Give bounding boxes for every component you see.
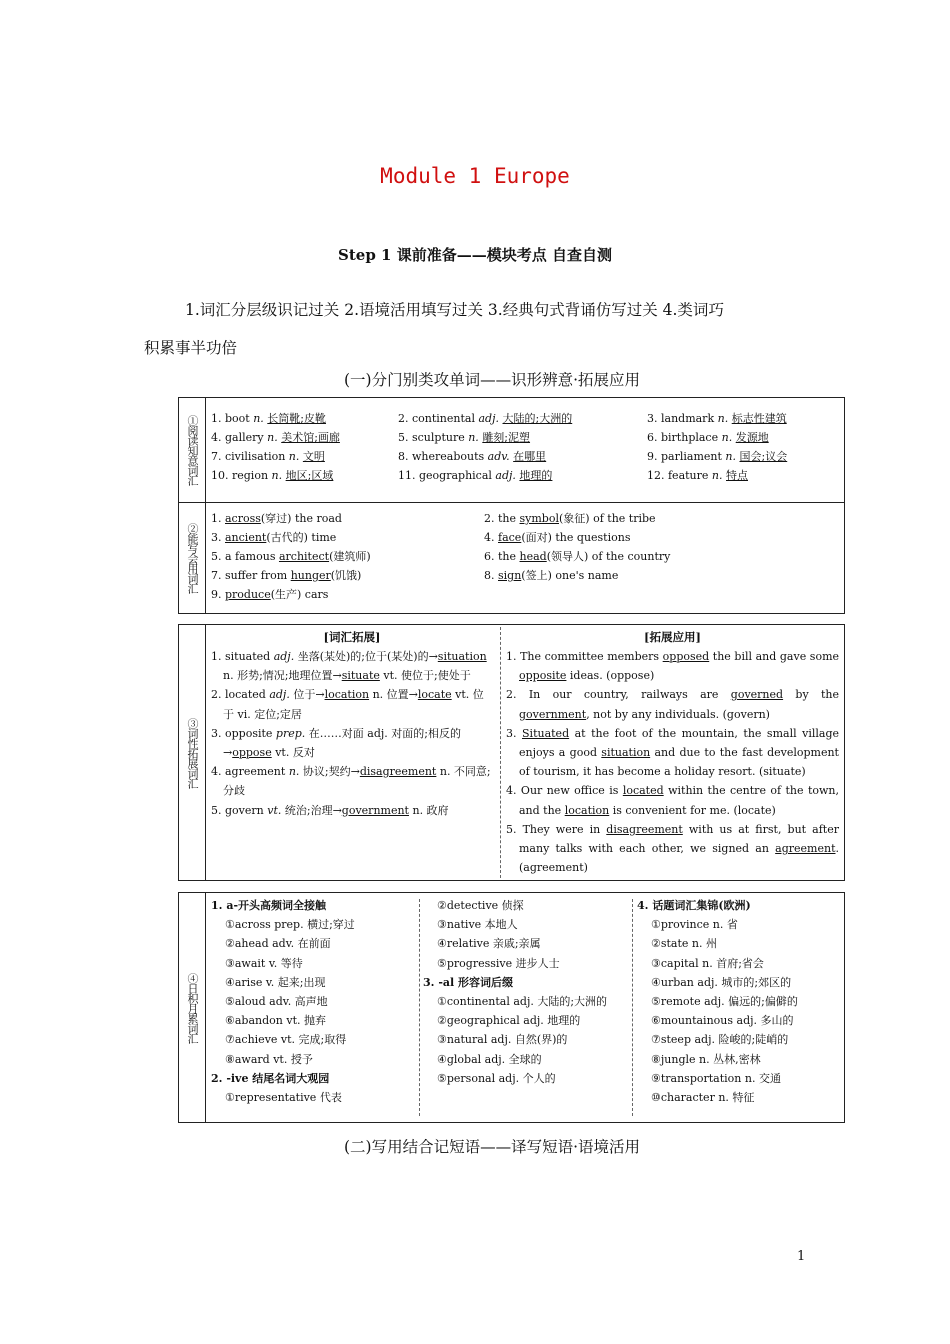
phrase-suffix: (饥饿) <box>330 569 362 582</box>
accumulation-item: ⑦steep adj. 险峻的;陡峭的 <box>651 1033 789 1047</box>
vocab-meaning: 长筒靴;皮靴 <box>267 412 327 425</box>
vocab-word: 9. parliament <box>647 450 726 463</box>
application-header: [拓展应用] <box>644 630 701 644</box>
phrase-prefix: 8. <box>484 569 498 582</box>
phrase-prefix: 5. a famous <box>211 550 279 563</box>
part-of-speech: n. <box>253 412 264 425</box>
vocab-answer: hunger <box>290 569 331 582</box>
writing-vocab-item <box>484 531 630 545</box>
phrase-prefix: 1. <box>211 512 225 525</box>
part-of-speech: n. <box>725 450 736 463</box>
app-text: within the centre of the town, and the <box>519 784 839 817</box>
column-divider <box>500 627 501 878</box>
ext-text: 统治;治理→ <box>281 803 342 817</box>
accumulation-item: ⑧award vt. 授予 <box>225 1052 313 1066</box>
accumulation-item: ③capital n. 首府;省会 <box>651 956 764 970</box>
reading-vocab-item <box>211 469 333 483</box>
accumulation-item: ②detective 侦探 <box>437 899 524 912</box>
app-answer: disagreement <box>606 822 683 836</box>
ext-text: 在……对面 adj. 对面的;相反的→ <box>223 726 461 760</box>
reading-vocab-item <box>211 450 325 464</box>
writing-vocab-row <box>179 502 844 613</box>
app-answer: located <box>622 784 664 798</box>
accumulation-item: ④urban adj. 城市的;郊区的 <box>651 975 792 989</box>
accumulation-item: ①continental adj. 大陆的;大洲的 <box>437 995 608 1009</box>
ext-text: 位于→ <box>289 688 325 702</box>
intro-line-1: 1.词汇分层级识记过关 2.语境活用填写过关 3.经典句式背诵仿写过关 4.类词巧 <box>185 301 724 319</box>
vocab-meaning: 特点 <box>726 469 748 482</box>
vocab-word: 6. birthplace <box>647 431 722 444</box>
writing-vocab-item <box>484 550 670 564</box>
column-divider-2 <box>632 899 633 1116</box>
extension-item <box>211 762 493 800</box>
accumulation-column-3 <box>637 896 842 1107</box>
accumulation-item: ③await v. 等待 <box>225 956 303 970</box>
ext-text: n. 政府 <box>408 803 449 817</box>
writing-vocab-item <box>211 569 361 583</box>
app-text: with us at first, but after many talks with each other, we signed an <box>519 822 839 856</box>
extension-vocab-label: ③词性拓展词汇 <box>179 625 206 880</box>
accumulation-item: ①representative 代表 <box>225 1091 342 1105</box>
part-of-speech: n. <box>721 431 733 444</box>
vocab-meaning: 发源地 <box>735 431 769 444</box>
vocab-answer: ancient <box>225 531 267 544</box>
application-item <box>506 724 839 782</box>
ext-answer: location <box>324 688 370 702</box>
part-of-speech: n. <box>717 412 729 425</box>
app-text: 1. The committee members <box>506 650 663 663</box>
phrase-suffix: (建筑师) <box>329 550 371 563</box>
phrase-prefix: 7. suffer from <box>211 569 291 582</box>
app-text: at the foot of the mountain, the small village enjoys a good <box>519 726 839 760</box>
phrase-prefix: 6. the <box>484 550 520 563</box>
vocab-meaning: 国会;议会 <box>739 450 788 463</box>
reading-vocab-label: ①阅读知意词汇 <box>179 398 206 502</box>
ext-text: 协议;契约→ <box>299 765 360 779</box>
app-text: by the <box>783 688 840 702</box>
phrase-suffix: (生产) cars <box>270 588 329 601</box>
vocab-word: 2. continental <box>398 412 479 425</box>
part-of-speech: adv. <box>487 450 510 463</box>
intro-line-2: 积累事半功倍 <box>144 339 238 357</box>
app-text: 4. Our new office is <box>506 784 623 798</box>
ext-word: 4. agreement <box>211 765 289 779</box>
writing-vocab-item <box>211 550 371 564</box>
group-title-2: 2. -ive 结尾名词大观园 <box>211 1071 330 1085</box>
vocab-word: 4. gallery <box>211 431 268 444</box>
part-of-speech: n. <box>267 431 278 444</box>
part-of-speech: n. <box>288 450 300 463</box>
reading-vocab-item <box>647 450 787 464</box>
writing-vocab-item <box>484 569 618 583</box>
phrase-suffix: (签上) one's name <box>521 569 619 582</box>
ext-answer: situation <box>437 650 487 663</box>
extension-item <box>211 724 493 762</box>
vocab-word: 10. region <box>211 469 272 482</box>
part-of-speech: prep. <box>275 726 306 740</box>
vocab-meaning: 大陆的;大洲的 <box>502 412 573 425</box>
document-title: Module 1 Europe <box>380 164 570 188</box>
vocab-meaning: 在哪里 <box>513 450 547 463</box>
section-heading-1: (一)分门别类攻单词——识形辨意·拓展应用 <box>343 371 641 389</box>
accumulation-item: ③natural adj. 自然(界)的 <box>437 1033 568 1047</box>
vocab-answer: across <box>225 512 261 525</box>
phrase-suffix: (穿过) the road <box>260 512 342 525</box>
reading-vocab-item <box>398 450 546 464</box>
vocab-answer: symbol <box>519 512 559 525</box>
ext-word: 3. opposite <box>211 726 276 740</box>
extension-item <box>211 685 493 723</box>
part-of-speech: n. <box>288 765 300 779</box>
ext-answer: disagreement <box>359 765 437 779</box>
app-text: , not by any individuals. (govern) <box>586 707 770 721</box>
part-of-speech: adj. <box>478 412 499 425</box>
vocab-box-2 <box>178 624 845 881</box>
phrase-prefix: 2. the <box>484 512 520 525</box>
ext-text: vt. 反对 <box>271 746 315 760</box>
extension-header: [词汇拓展] <box>323 630 381 644</box>
group-title-4: 4. 话题词汇集锦(欧洲) <box>637 899 751 912</box>
reading-vocab-item <box>647 412 787 426</box>
reading-vocab-item <box>647 431 769 445</box>
group-title-1: 1. a-开头高频词全接触 <box>211 899 327 912</box>
accumulation-item: ③native 本地人 <box>437 918 518 932</box>
application-item <box>506 781 839 819</box>
vocab-meaning: 标志性建筑 <box>731 412 787 425</box>
accumulation-item: ②ahead adv. 在前面 <box>225 937 331 951</box>
vocab-meaning: 文明 <box>302 450 325 463</box>
accumulation-item: ②geographical adj. 地理的 <box>437 1014 581 1028</box>
step-heading: Step 1 课前准备——模块考点 自查自测 <box>338 246 612 264</box>
phrase-prefix: 3. <box>211 531 225 544</box>
accumulation-item: ⑤progressive 进步人士 <box>437 956 560 970</box>
vocab-word: 5. sculpture <box>398 431 469 444</box>
phrase-prefix: 4. <box>484 531 498 544</box>
writing-vocab-item <box>211 588 328 602</box>
column-divider-1 <box>419 899 420 1116</box>
part-of-speech: n. <box>468 431 479 444</box>
application-column <box>506 628 839 877</box>
vocab-answer: head <box>519 550 547 563</box>
ext-text: n. 形势;情况;地理位置→ <box>223 669 342 683</box>
accumulation-item: ⑧jungle n. 丛林,密林 <box>651 1052 761 1066</box>
reading-vocab-item <box>398 431 530 445</box>
group-title-3: 3. -al 形容词后缀 <box>423 975 514 989</box>
ext-text: n. 位置→ <box>369 688 418 702</box>
ext-text: 坐落(某处)的;位于(某处)的→ <box>294 650 438 663</box>
app-text: is convenient for me. (locate) <box>609 803 776 817</box>
ext-text: n. 不同意;分歧 <box>223 765 491 798</box>
reading-vocab-item <box>211 412 326 426</box>
reading-vocab-row <box>179 398 844 503</box>
accumulation-item: ④relative 亲戚;亲属 <box>437 937 541 951</box>
extension-item <box>211 647 493 685</box>
app-text: . (agreement) <box>519 842 839 875</box>
ext-word: 2. located <box>211 688 270 702</box>
vocab-word: 12. feature <box>647 469 712 482</box>
page-number: 1 <box>797 1249 806 1264</box>
ext-word: 5. govern <box>211 803 268 817</box>
accumulation-item: ⑤aloud adv. 高声地 <box>225 995 328 1009</box>
part-of-speech: n. <box>711 469 723 482</box>
accumulation-column-2 <box>423 896 631 1088</box>
section-heading-2: (二)写用结合记短语——译写短语·语境活用 <box>343 1138 641 1156</box>
accumulation-column-1 <box>211 896 416 1107</box>
accumulation-item: ⑥abandon vt. 抛弃 <box>225 1014 326 1028</box>
phrase-suffix: (领导人) of the country <box>546 550 671 563</box>
app-answer: agreement <box>775 842 836 856</box>
ext-answer: situate <box>341 669 380 683</box>
ext-text: vt. 使位于;使处于 <box>379 669 471 683</box>
reading-vocab-item <box>211 431 340 445</box>
app-answer: government <box>519 707 587 721</box>
reading-vocab-item <box>647 469 748 483</box>
phrase-prefix: 9. <box>211 588 225 601</box>
accumulation-item: ①across prep. 横过;穿过 <box>225 918 355 932</box>
writing-vocab-item <box>484 512 656 526</box>
app-answer: Situated <box>522 726 570 740</box>
part-of-speech: adj. <box>273 650 295 663</box>
vocab-meaning: 雕刻;泥塑 <box>482 431 531 444</box>
app-text: 5. They were in <box>506 822 607 836</box>
phrase-suffix: (古代的) time <box>266 531 337 544</box>
ext-text: vt. 位于 vi. 定位;定居 <box>223 688 484 721</box>
part-of-speech: adj. <box>495 469 516 482</box>
ext-answer: government <box>341 803 409 817</box>
app-answer: opposite <box>519 669 567 683</box>
vocab-word: 11. geographical <box>398 469 496 482</box>
phrase-suffix: (象征) of the tribe <box>559 512 656 525</box>
vocab-box-1 <box>178 397 845 614</box>
accumulation-item: ⑨transportation n. 交通 <box>651 1071 781 1085</box>
app-answer: location <box>564 803 610 817</box>
reading-vocab-item <box>398 412 572 426</box>
app-text: 3. <box>506 726 523 740</box>
ext-word: 1. situated <box>211 650 274 663</box>
part-of-speech: n. <box>271 469 283 482</box>
ext-answer: locate <box>417 688 452 702</box>
accumulation-item: ②state n. 州 <box>651 937 717 951</box>
accumulation-vocab-label: ④日积月累词汇 <box>179 893 206 1122</box>
app-text: 2. In our country, railways are <box>506 688 731 702</box>
vocab-answer: face <box>498 531 522 544</box>
extension-item <box>211 801 493 820</box>
app-text: the bill and gave some <box>709 650 840 663</box>
extension-column <box>211 628 493 820</box>
writing-vocab-item <box>211 531 336 545</box>
app-answer: opposed <box>662 650 710 663</box>
accumulation-item: ④global adj. 全球的 <box>437 1052 542 1066</box>
ext-answer: oppose <box>232 746 272 760</box>
writing-vocab-label: ②能写会用词汇 <box>179 502 206 613</box>
part-of-speech: vt. <box>267 803 282 817</box>
vocab-word: 7. civilisation <box>211 450 289 463</box>
application-item <box>506 820 839 878</box>
application-item <box>506 685 839 723</box>
app-text: and due to the fast development of tourism, it has become a holiday resort. (situate) <box>519 746 839 779</box>
app-answer: situation <box>601 746 651 760</box>
phrase-suffix: (面对) the questions <box>521 531 631 544</box>
vocab-word: 3. landmark <box>647 412 718 425</box>
vocab-meaning: 地区;区域 <box>285 469 334 482</box>
app-answer: governed <box>730 688 784 702</box>
vocab-answer: architect <box>278 550 330 563</box>
accumulation-item: ⑥mountainous adj. 多山的 <box>651 1014 794 1028</box>
accumulation-item: ⑩character n. 特征 <box>651 1091 755 1105</box>
vocab-meaning: 美术馆;画廊 <box>281 431 340 444</box>
vocab-box-3 <box>178 892 845 1123</box>
application-item <box>506 647 839 685</box>
vocab-word: 8. whereabouts <box>398 450 488 463</box>
part-of-speech: adj. <box>269 688 290 702</box>
accumulation-item: ④arise v. 起来;出现 <box>225 975 326 989</box>
accumulation-item: ⑤personal adj. 个人的 <box>437 1071 556 1085</box>
vocab-meaning: 地理的 <box>519 469 553 482</box>
accumulation-item: ①province n. 省 <box>651 918 738 932</box>
accumulation-item: ⑤remote adj. 偏远的;偏僻的 <box>651 995 798 1009</box>
vocab-answer: sign <box>498 569 522 582</box>
vocab-answer: produce <box>225 588 271 601</box>
writing-vocab-item <box>211 512 342 526</box>
app-text: ideas. (oppose) <box>566 669 655 683</box>
accumulation-item: ⑦achieve vt. 完成;取得 <box>225 1033 347 1047</box>
vocab-word: 1. boot <box>211 412 254 425</box>
reading-vocab-item <box>398 469 552 483</box>
